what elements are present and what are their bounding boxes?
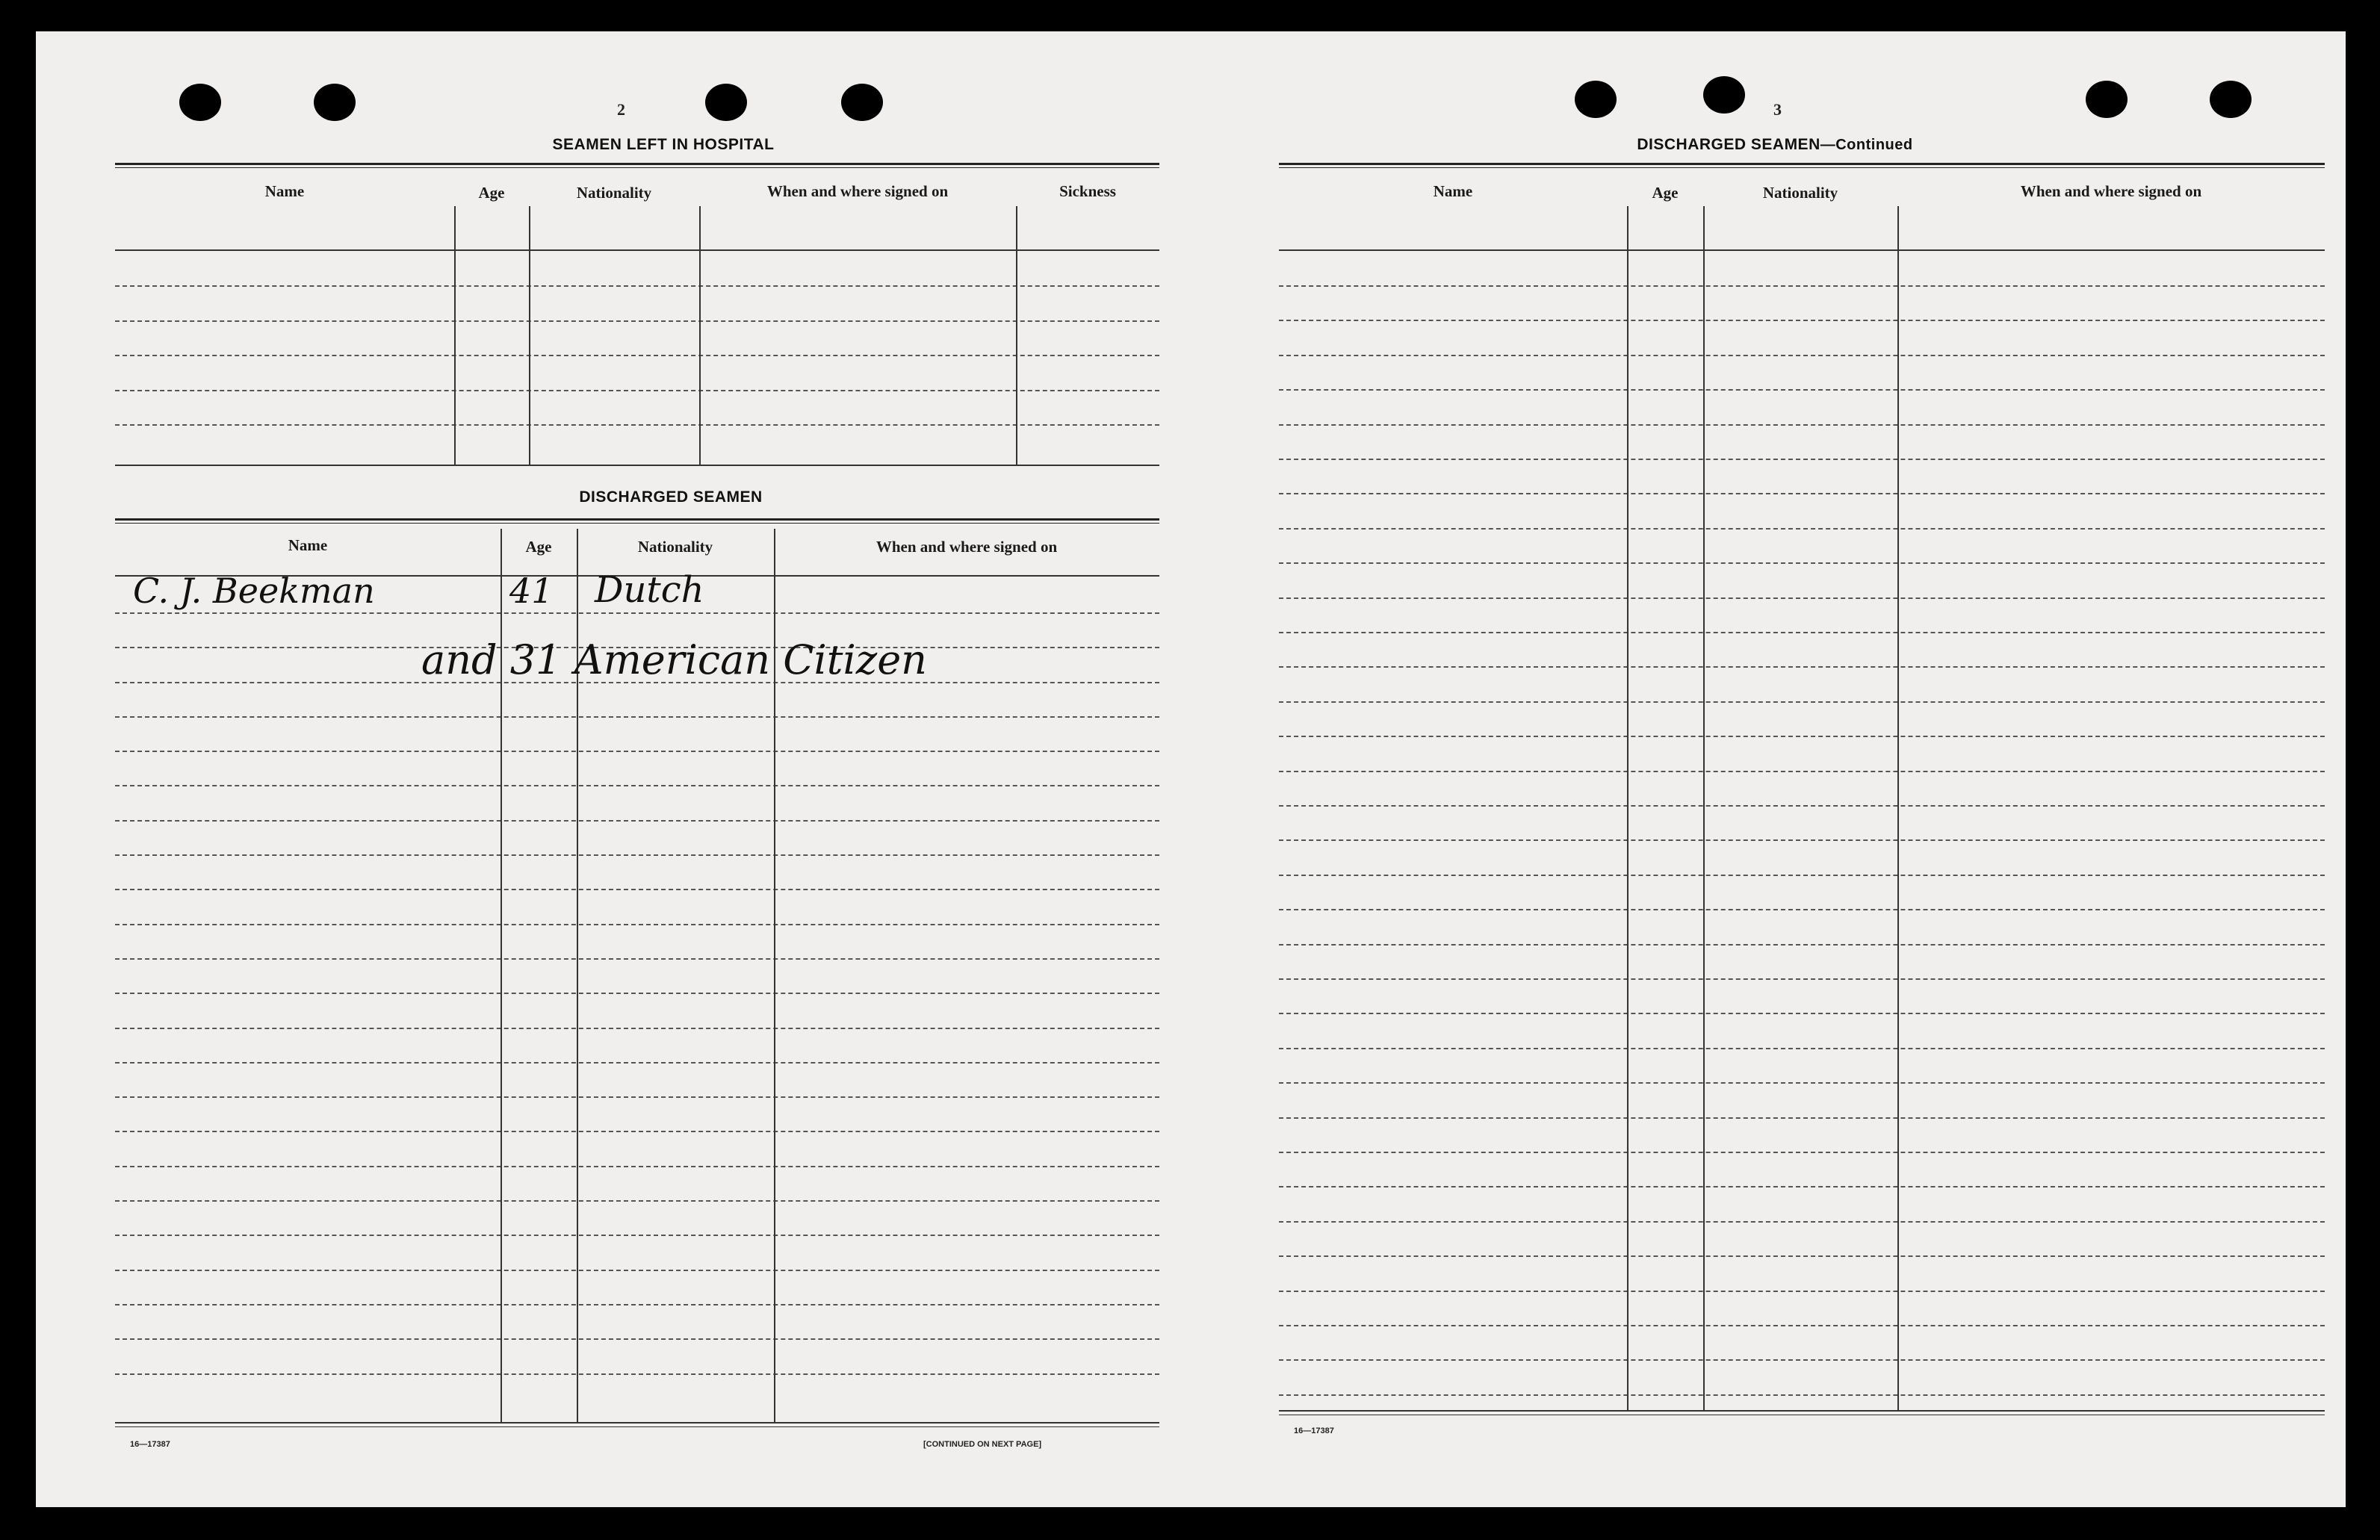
ruled-line bbox=[1279, 632, 2325, 633]
discharged-section-title: DISCHARGED SEAMEN bbox=[579, 488, 763, 506]
column-header-age: Age bbox=[525, 538, 552, 556]
bottom-rule bbox=[1279, 1410, 2325, 1412]
ruled-line bbox=[1279, 875, 2325, 876]
column-header-signed-on: When and where signed on bbox=[766, 182, 949, 200]
ruled-line bbox=[1279, 771, 2325, 772]
form-number: 16—17387 bbox=[1294, 1426, 1334, 1435]
ruled-line bbox=[1279, 493, 2325, 494]
ruled-line bbox=[1279, 1255, 2325, 1257]
ruled-line bbox=[115, 285, 1159, 287]
column-header-name: Name bbox=[264, 182, 305, 200]
column-header-age: Age bbox=[1652, 184, 1679, 202]
hospital-section-title: SEAMEN LEFT IN HOSPITAL bbox=[552, 136, 775, 153]
column-separator bbox=[1016, 206, 1017, 465]
column-separator bbox=[1703, 206, 1705, 1410]
seaman-age: 41 bbox=[509, 571, 554, 611]
title-text: DISCHARGED SEAMEN bbox=[1637, 136, 1820, 153]
seaman-nationality: Dutch bbox=[595, 569, 704, 611]
column-header-nationality: Nationality bbox=[1762, 184, 1838, 202]
ruled-line bbox=[1279, 978, 2325, 980]
continued-note: [CONTINUED ON NEXT PAGE] bbox=[923, 1440, 1042, 1449]
ruled-line bbox=[1279, 1221, 2325, 1223]
column-header-rule bbox=[115, 249, 1159, 251]
ruled-line bbox=[1279, 459, 2325, 460]
ruled-line bbox=[115, 1338, 1159, 1340]
ruled-line bbox=[115, 1131, 1159, 1132]
title-suffix: —Continued bbox=[1820, 137, 1913, 153]
punch-hole bbox=[841, 84, 883, 121]
bottom-rule bbox=[115, 1426, 1159, 1427]
ruled-line bbox=[1279, 562, 2325, 564]
header-rule bbox=[115, 518, 1159, 524]
punch-hole bbox=[1703, 76, 1745, 114]
column-header-signed-on: When and where signed on bbox=[2020, 182, 2202, 200]
column-header-name: Name bbox=[1433, 182, 1473, 200]
header-rule bbox=[115, 163, 1159, 168]
column-header-rule bbox=[1279, 249, 2325, 251]
ruled-line bbox=[115, 924, 1159, 925]
ruled-line bbox=[1279, 1359, 2325, 1361]
section-rule bbox=[115, 465, 1159, 466]
ruled-line bbox=[1279, 1117, 2325, 1119]
ruled-line bbox=[115, 993, 1159, 994]
ruled-line bbox=[1279, 666, 2325, 668]
ruled-line bbox=[115, 424, 1159, 426]
ruled-line bbox=[115, 1096, 1159, 1098]
column-header-nationality: Nationality bbox=[576, 184, 652, 202]
punch-hole bbox=[314, 84, 356, 121]
discharged-continued-title bbox=[1543, 136, 2006, 154]
column-header-sickness: Sickness bbox=[1059, 182, 1116, 200]
ruled-line bbox=[115, 1062, 1159, 1064]
column-separator bbox=[699, 206, 701, 465]
bottom-rule bbox=[115, 1422, 1159, 1423]
ruled-line bbox=[115, 820, 1159, 822]
ruled-line bbox=[115, 854, 1159, 856]
ruled-line bbox=[115, 785, 1159, 786]
ruled-line bbox=[115, 716, 1159, 718]
ruled-line bbox=[1279, 701, 2325, 703]
ruled-line bbox=[1279, 597, 2325, 599]
column-separator bbox=[1627, 206, 1628, 1410]
ruled-line bbox=[1279, 355, 2325, 356]
ledger-sheet bbox=[36, 31, 2346, 1507]
column-header-age: Age bbox=[478, 184, 505, 202]
ruled-line bbox=[1279, 839, 2325, 841]
ruled-line bbox=[1279, 424, 2325, 426]
punch-hole bbox=[705, 84, 747, 121]
ruled-line bbox=[1279, 944, 2325, 946]
ruled-line bbox=[1279, 909, 2325, 910]
column-header-nationality: Nationality bbox=[637, 538, 713, 556]
ruled-line bbox=[1279, 805, 2325, 807]
ruled-line bbox=[115, 889, 1159, 890]
ruled-line bbox=[1279, 1013, 2325, 1014]
ruled-line bbox=[115, 1270, 1159, 1271]
column-separator bbox=[1897, 206, 1899, 1410]
ruled-line bbox=[115, 751, 1159, 752]
form-number: 16—17387 bbox=[130, 1440, 170, 1449]
punch-hole bbox=[179, 84, 221, 121]
ruled-line bbox=[115, 1304, 1159, 1305]
header-rule bbox=[1279, 163, 2325, 168]
ruled-line bbox=[115, 1373, 1159, 1375]
punch-hole bbox=[2086, 81, 2128, 118]
ruled-line bbox=[1279, 389, 2325, 391]
ruled-line bbox=[115, 355, 1159, 356]
ruled-line bbox=[1279, 320, 2325, 321]
column-separator bbox=[454, 206, 456, 465]
ruled-line bbox=[115, 320, 1159, 322]
ruled-line bbox=[1279, 736, 2325, 737]
seaman-name: C. J. Beekman bbox=[133, 571, 375, 611]
column-separator bbox=[529, 206, 530, 465]
page-number: 3 bbox=[1773, 100, 1782, 119]
column-header-signed-on: When and where signed on bbox=[876, 538, 1058, 556]
page-number: 2 bbox=[617, 100, 625, 119]
ruled-line bbox=[115, 612, 1159, 614]
ruled-line bbox=[115, 1235, 1159, 1236]
ruled-line bbox=[1279, 285, 2325, 287]
ruled-line bbox=[115, 958, 1159, 960]
ruled-line bbox=[115, 1200, 1159, 1202]
ruled-line bbox=[115, 1166, 1159, 1167]
ruled-line bbox=[1279, 1048, 2325, 1049]
ruled-line bbox=[1279, 1325, 2325, 1326]
ruled-line bbox=[115, 390, 1159, 391]
ruled-line bbox=[1279, 528, 2325, 530]
ruled-line bbox=[115, 1028, 1159, 1029]
ruled-line bbox=[1279, 1186, 2325, 1187]
punch-hole bbox=[2210, 81, 2252, 118]
ruled-line bbox=[1279, 1291, 2325, 1292]
column-header-name: Name bbox=[288, 536, 328, 554]
handwritten-note: and 31 American Citizen bbox=[421, 636, 927, 683]
punch-hole bbox=[1575, 81, 1617, 118]
ruled-line bbox=[1279, 1152, 2325, 1153]
ruled-line bbox=[1279, 1082, 2325, 1084]
ruled-line bbox=[1279, 1394, 2325, 1396]
